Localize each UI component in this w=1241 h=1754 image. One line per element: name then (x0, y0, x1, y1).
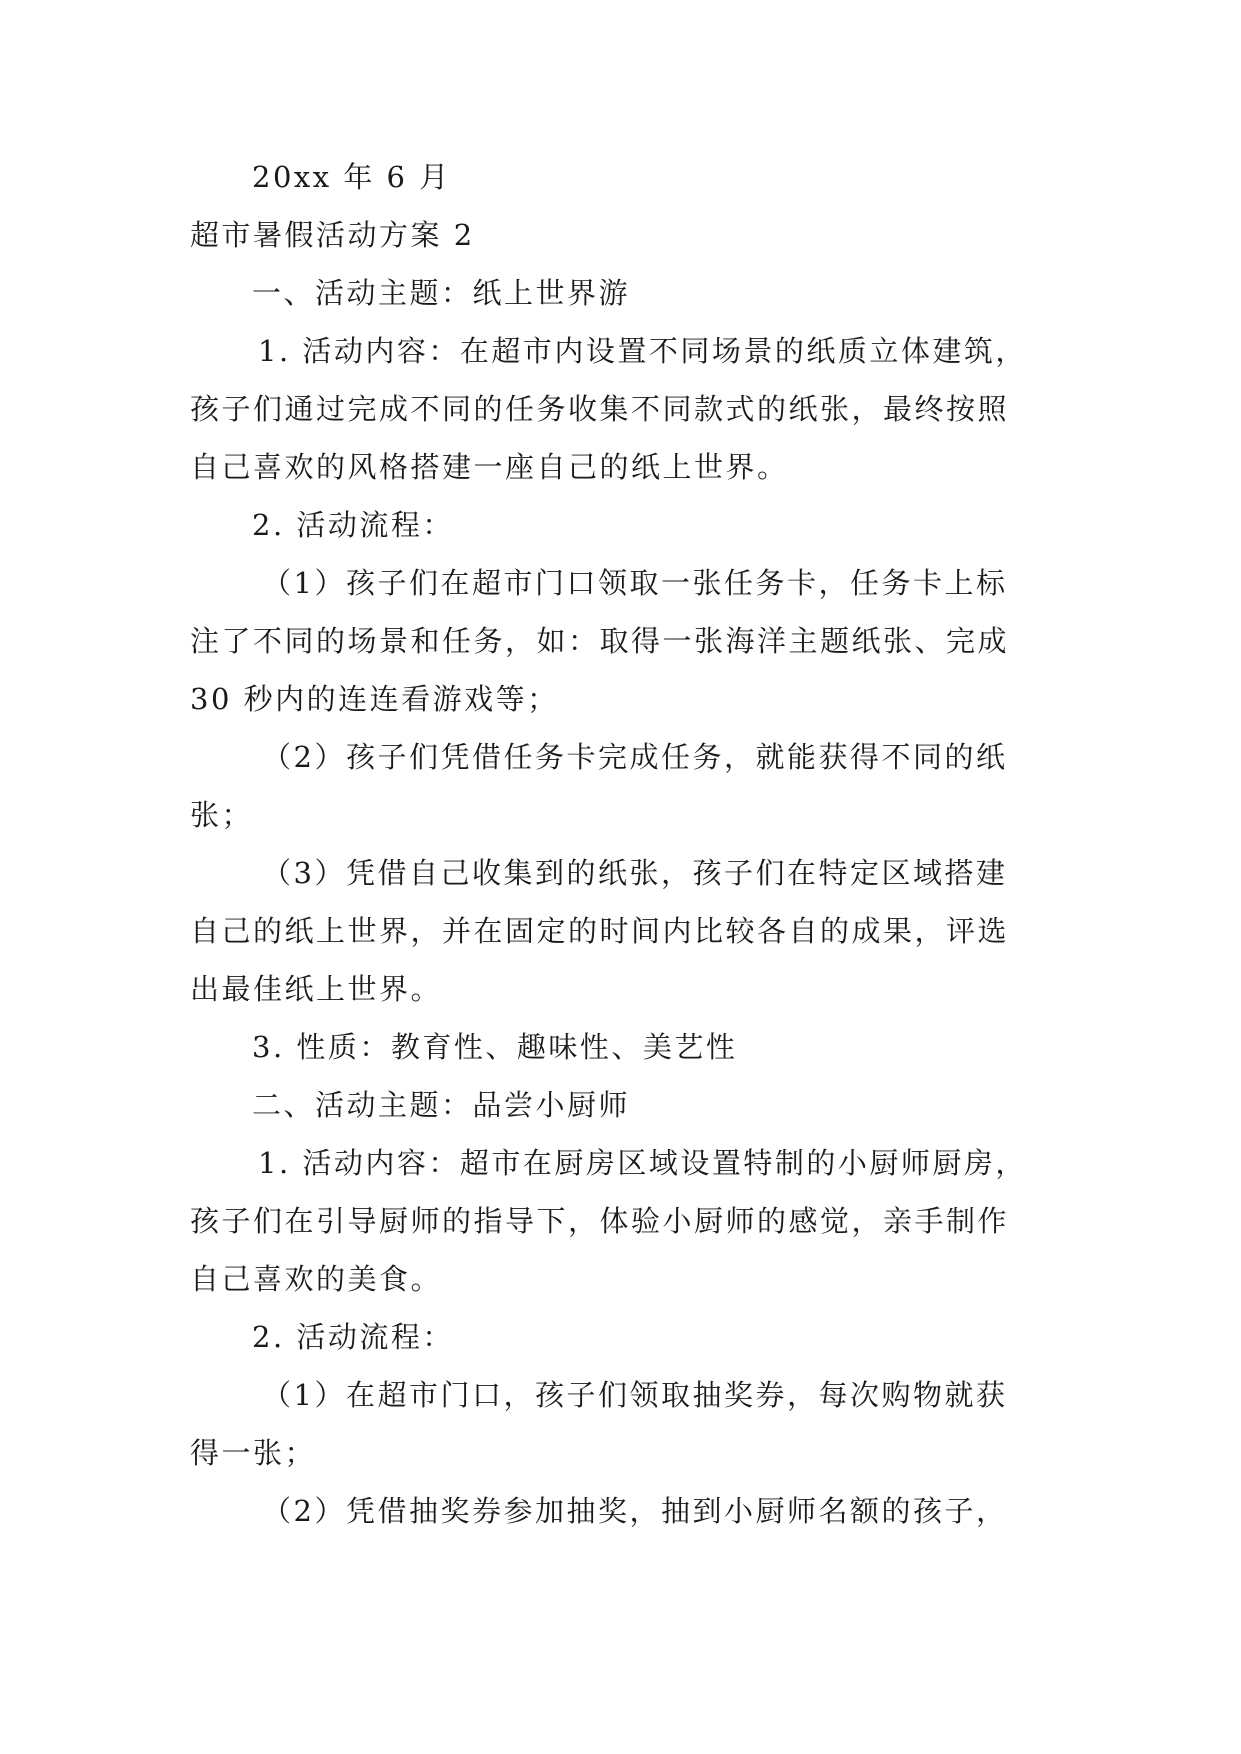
paragraph-line: （1）孩子们在超市门口领取一张任务卡，任务卡上标 (262, 566, 1008, 600)
paragraph-line: 1. 活动内容：超市在厨房区域设置特制的小厨师厨房， (258, 1146, 1027, 1180)
paragraph-line: 1. 活动内容：在超市内设置不同场景的纸质立体建筑， (258, 334, 1027, 368)
paragraph-line: 2. 活动流程： (252, 1320, 454, 1354)
paragraph-line: 孩子们在引导厨师的指导下，体验小厨师的感觉，亲手制作 (190, 1204, 1010, 1238)
paragraph-line: （2）孩子们凭借任务卡完成任务，就能获得不同的纸 (262, 740, 1008, 774)
paragraph-line: （3）凭借自己收集到的纸张，孩子们在特定区域搭建 (262, 856, 1008, 890)
paragraph-line: 得一张； (190, 1436, 317, 1470)
paragraph-line: 自己喜欢的风格搭建一座自己的纸上世界。 (190, 450, 789, 484)
paragraph-line: （1）在超市门口，孩子们领取抽奖券，每次购物就获 (262, 1378, 1008, 1412)
paragraph-line: 孩子们通过完成不同的任务收集不同款式的纸张，最终按照 (190, 392, 1010, 426)
section-heading: 一、活动主题：纸上世界游 (252, 276, 631, 310)
paragraph-line: 自己的纸上世界，并在固定的时间内比较各自的成果，评选 (190, 914, 1010, 948)
paragraph-line: 30 秒内的连连看游戏等； (190, 682, 559, 716)
paragraph-line: （2）凭借抽奖券参加抽奖，抽到小厨师名额的孩子， (262, 1494, 1008, 1528)
section-heading: 二、活动主题：品尝小厨师 (252, 1088, 631, 1122)
paragraph-line: 2. 活动流程： (252, 508, 454, 542)
document-date: 20xx 年 6 月 (252, 160, 451, 194)
paragraph-line: 出最佳纸上世界。 (190, 972, 443, 1006)
document-page (190, 148, 1050, 1540)
paragraph-line: 3. 性质：教育性、趣味性、美艺性 (252, 1030, 738, 1064)
paragraph-line: 注了不同的场景和任务，如：取得一张海洋主题纸张、完成 (190, 624, 1010, 658)
paragraph-line: 自己喜欢的美食。 (190, 1262, 443, 1296)
paragraph-line: 张； (190, 798, 254, 832)
document-title: 超市暑假活动方案 2 (190, 218, 475, 252)
